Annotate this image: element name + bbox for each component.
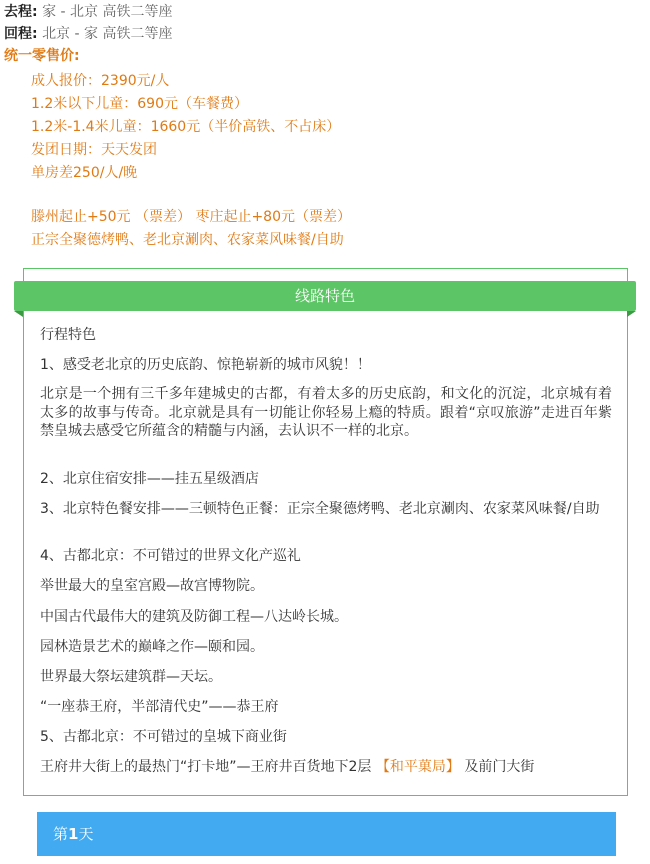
- shopping-highlight: 【和平菓局】: [375, 759, 460, 775]
- site-summer-palace: 园林造景艺术的巅峰之作—颐和园。: [40, 639, 264, 655]
- return-value: 北京 - 家 高铁二等座: [42, 26, 173, 42]
- route-features-banner: 线路特色: [14, 281, 636, 311]
- feature-point-1: 1、感受老北京的历史底韵、惊艳崭新的城市风貌！！: [40, 357, 371, 373]
- departure-date: 发团日期：天天发团: [31, 142, 157, 158]
- return-line: [4, 25, 172, 43]
- return-label: 回程:: [4, 26, 38, 42]
- single-room-supplement: 单房差250/人/晚: [31, 165, 138, 181]
- feature-point-3: 3、北京特色餐安排——三顿特色正餐：正宗全聚德烤鸭、老北京涮肉、农家菜风味餐/自助: [40, 501, 600, 517]
- shopping-street-line: [40, 758, 612, 776]
- itinerary-heading: 行程特色: [40, 327, 96, 343]
- banner-fold-left: [14, 311, 23, 317]
- extra-meals: 正宗全聚德烤鸭、老北京涮肉、农家菜风味餐/自助: [31, 232, 344, 248]
- route-features-panel: [23, 268, 628, 796]
- outbound-line: [4, 3, 172, 21]
- extra-departure-cities: 滕州起止+50元 （票差） 枣庄起止+80元（票差）: [31, 209, 351, 225]
- beijing-intro: 北京是一个拥有三千多年建城史的古都，有着太多的历史底韵，和文化的沉淀，北京城有着太多的故事与传奇。北京就是具有一切能让你轻易上瘾的特质。跟着“京叹旅游”走进百年紫禁皇城去感受它所蕴含的精髓与内涵，去认识不一样的北京。: [40, 386, 612, 439]
- price-title: 统一零售价:: [4, 48, 80, 64]
- feature-point-2: 2、北京住宿安排——挂五星级酒店: [40, 471, 259, 487]
- day-prefix: 第: [53, 825, 69, 843]
- price-adult: 成人报价：2390元/人: [31, 73, 170, 89]
- day-1-header[interactable]: [37, 812, 616, 856]
- shopping-suffix: 及前门大街: [464, 759, 535, 775]
- site-great-wall: 中国古代最伟大的建筑及防御工程—八达岭长城。: [40, 609, 348, 625]
- day-number: 1: [68, 825, 79, 843]
- shopping-prefix: 王府井大街上的最热门“打卡地”—王府井百货地下2层: [40, 759, 372, 775]
- feature-point-4: 4、古都北京：不可错过的世界文化产巡礼: [40, 548, 301, 564]
- site-temple-of-heaven: 世界最大祭坛建筑群—天坛。: [40, 669, 222, 685]
- outbound-value: 家 - 北京 高铁二等座: [42, 4, 173, 20]
- price-child-small: 1.2米以下儿童：690元（车餐费）: [31, 96, 248, 112]
- site-forbidden-city: 举世最大的皇室宫殿—故宫博物院。: [40, 578, 264, 594]
- site-prince-gong-mansion: “一座恭王府，半部清代史”——恭王府: [40, 699, 279, 715]
- feature-point-5: 5、古都北京：不可错过的皇城下商业街: [40, 729, 287, 745]
- outbound-label: 去程:: [4, 4, 38, 20]
- price-child-large: 1.2米-1.4米儿童：1660元（半价高铁、不占床）: [31, 119, 341, 135]
- banner-fold-right: [627, 311, 636, 317]
- day-suffix: 天: [78, 825, 94, 843]
